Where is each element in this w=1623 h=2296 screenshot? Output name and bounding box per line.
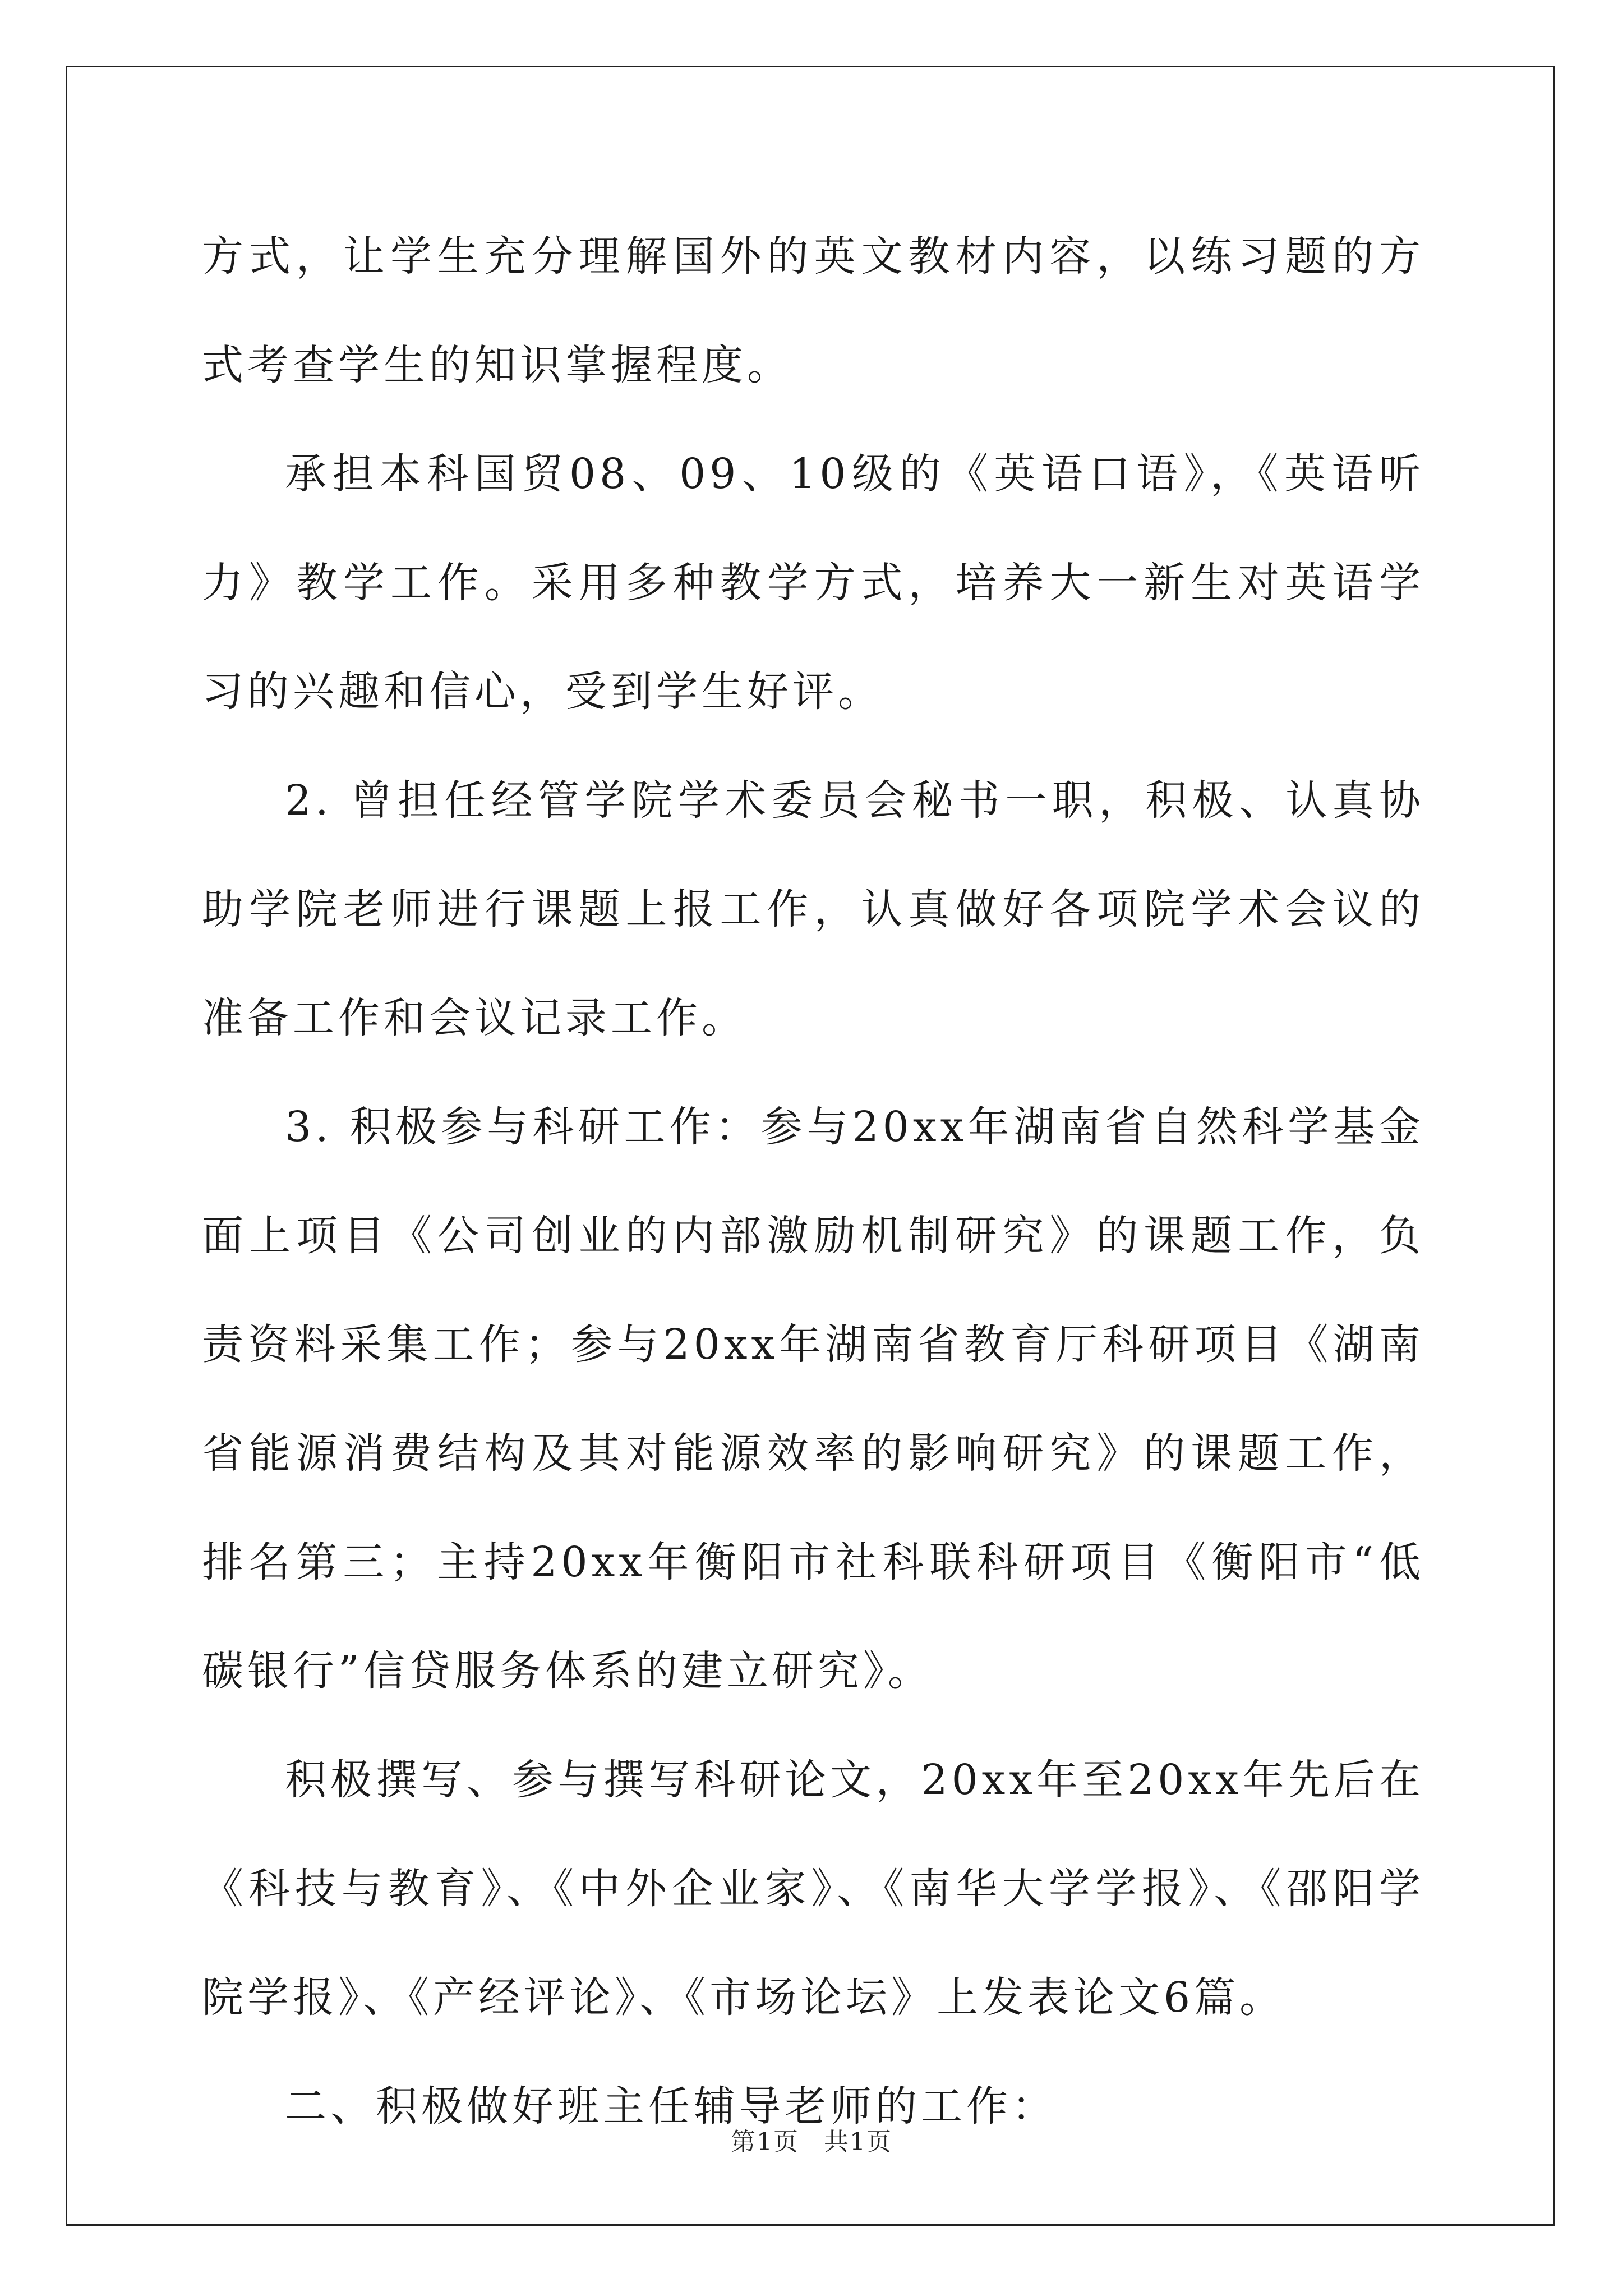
page-total: 共1页 <box>824 2128 892 2156</box>
paragraph-1: 方式，让学生充分理解国外的英文教材内容，以练习题的方式考查学生的知识掌握程度。 <box>202 232 1424 389</box>
paragraph-2: 承担本科国贸08、09、10级的《英语口语》，《英语听力》教学工作。采用多种教学方式，培养大一新生对英语学习的兴趣和信心，受到学生好评。 <box>202 450 1424 716</box>
paragraph-4: 3. 积极参与科研工作：参与20xx年湖南省自然科学基金面上项目《公司创业的内部激励机制研究》的课题工作，负责资料采集工作；参与20xx年湖南省教育厅科研项目《湖南省能源消费结构及其对能源效率的影响研究》的课题工作，排名第三；主持20xx年衡阳市社科联科研项目《衡阳市“低碳银行”信贷服务体系的建立研究》。 <box>202 1103 1424 1695</box>
document-body <box>202 202 1424 2161</box>
paragraph-5: 积极撰写、参与撰写科研论文，20xx年至20xx年先后在《科技与教育》、《中外企业家》、《南华大学学报》、《邵阳学院学报》、《产经评论》、《市场论坛》上发表论文6篇。 <box>202 1756 1424 2022</box>
paragraph-3: 2. 曾担任经管学院学术委员会秘书一职，积极、认真协助学院老师进行课题上报工作，认真做好各项院学术会议的准备工作和会议记录工作。 <box>202 776 1424 1042</box>
paragraph-6: 二、积极做好班主任辅导老师的工作： <box>285 2082 1057 2131</box>
page-footer <box>0 2122 1623 2157</box>
page-number: 第1页 <box>731 2128 799 2156</box>
